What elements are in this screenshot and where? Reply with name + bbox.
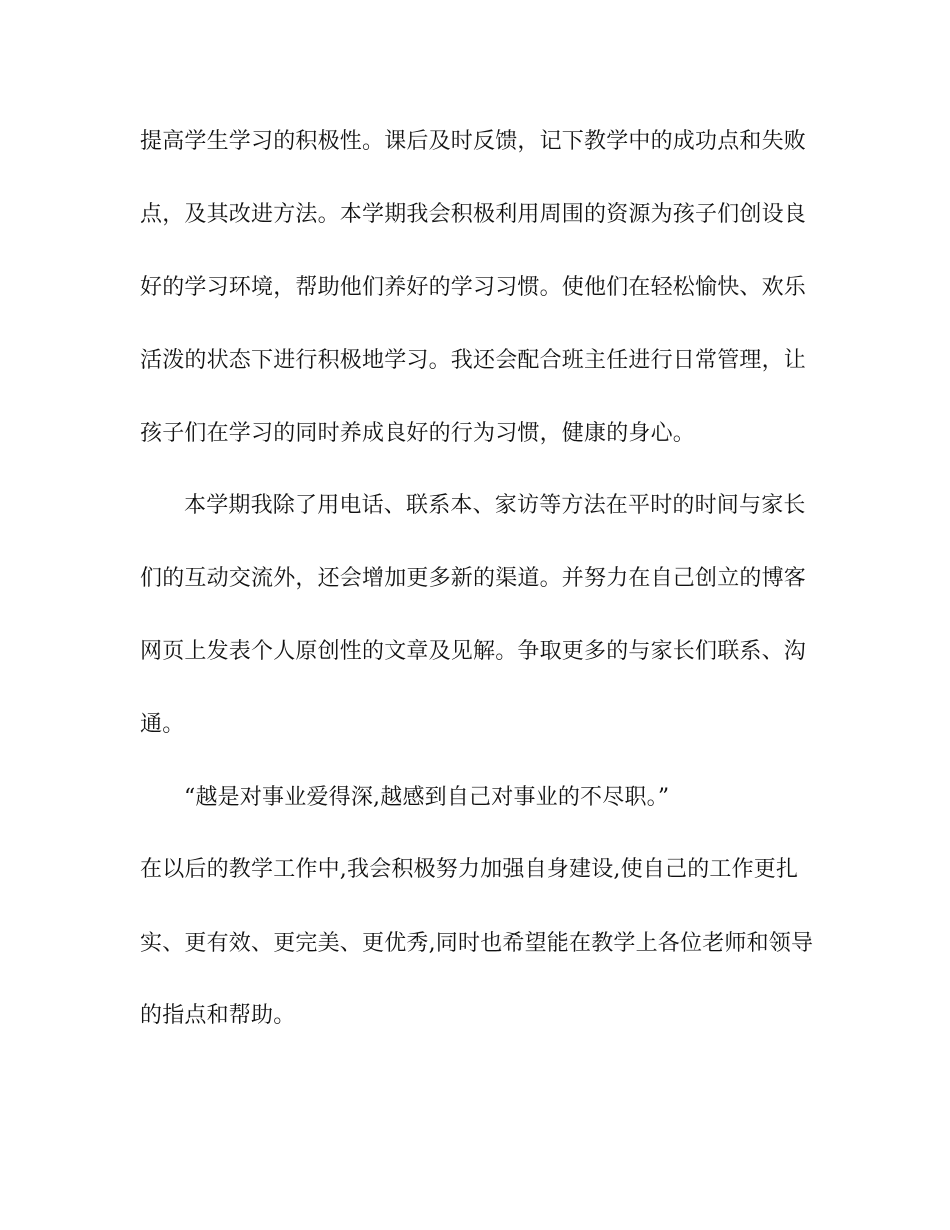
text-line: 好的学习环境，帮助他们养好的学习习惯。使他们在轻松愉快、欢乐 (140, 275, 807, 300)
text-line: 活泼的状态下进行积极地学习。我还会配合班主任进行日常管理，让 (140, 348, 807, 373)
text-line: 孩子们在学习的同时养成良好的行为习惯，健康的身心。 (140, 421, 696, 446)
text-line: 的指点和帮助。 (140, 1003, 296, 1028)
quote-line: “越是对事业爱得深,越感到自己对事业的不尽职。” (184, 785, 670, 810)
text-line: 们的互动交流外，还会增加更多新的渠道。并努力在自己创立的博客 (140, 566, 807, 591)
text-line: 在以后的教学工作中,我会积极努力加强自身建设,使自己的工作更扎 (140, 857, 799, 882)
text-line: 实、更有效、更完美、更优秀,同时也希望能在教学上各位老师和领导 (140, 931, 814, 956)
text-line: 点，及其改进方法。本学期我会积极利用周围的资源为孩子们创设良 (140, 202, 807, 227)
text-line: 网页上发表个人原创性的文章及见解。争取更多的与家长们联系、沟 (140, 639, 807, 664)
text-line: 通。 (140, 712, 185, 737)
text-line: 提高学生学习的积极性。课后及时反馈，记下教学中的成功点和失败 (140, 129, 807, 154)
text-line: 本学期我除了用电话、联系本、家访等方法在平时的时间与家长 (184, 493, 806, 518)
